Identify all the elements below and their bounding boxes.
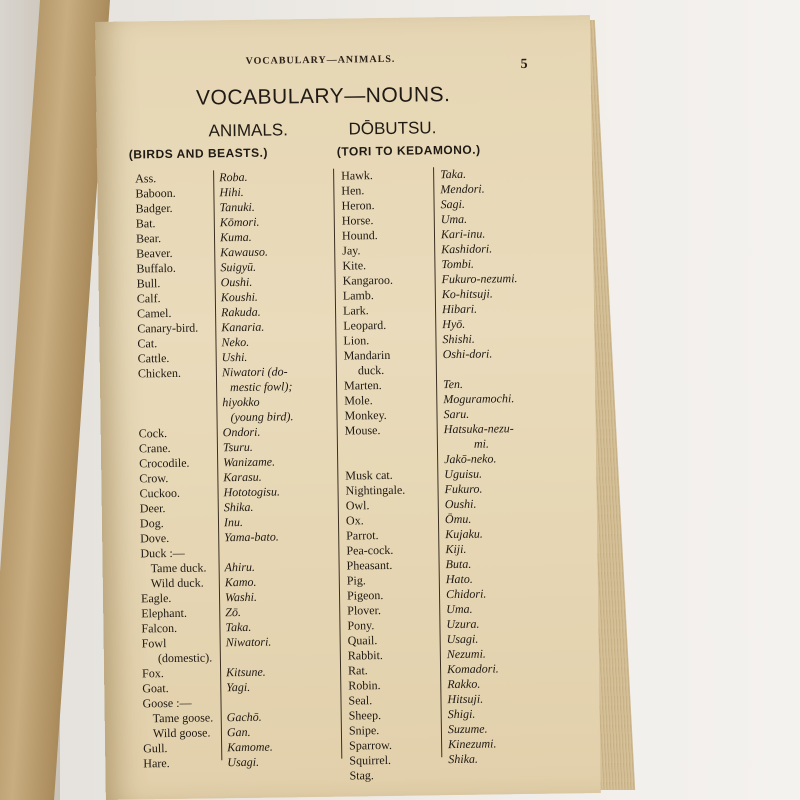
english-column-2 — [341, 168, 409, 784]
vocab-entry: Squirrel. — [349, 752, 392, 768]
vocab-entry: Fowl — [141, 636, 167, 651]
vocab-entry: Monkey. — [344, 407, 387, 423]
vocab-entry: Komadori. — [446, 661, 499, 677]
vocab-entry: Canary-bird. — [137, 320, 199, 336]
vocab-entry: Eagle. — [140, 590, 172, 606]
vocab-entry: Owl. — [345, 498, 370, 513]
vocab-entry: Plover. — [347, 603, 382, 618]
vocab-entry: Crane. — [138, 440, 171, 456]
vocab-entry: Usagi. — [227, 754, 260, 770]
vocab-entry: Hound. — [341, 228, 378, 243]
vocab-entry: Saru. — [443, 406, 470, 422]
vocab-entry: Kashidori. — [441, 241, 493, 257]
vocab-entry: Mandarin — [343, 347, 391, 363]
japanese-column-2 — [440, 166, 524, 767]
vocab-entry: Usagi. — [446, 631, 479, 647]
vocab-entry: Oushi. — [444, 496, 477, 512]
vocab-entry: Uma. — [440, 211, 468, 227]
vocab-entry: Uzura. — [446, 616, 480, 632]
vocab-entry: Wild goose. — [152, 725, 211, 741]
vocab-entry: Goose :— — [142, 695, 192, 711]
vocab-entry: Washi. — [224, 589, 258, 605]
page-title: VOCABULARY—NOUNS. — [195, 83, 451, 110]
vocab-entry: Shigi. — [447, 706, 476, 722]
vocab-entry — [224, 544, 295, 560]
vocab-entry: Kite. — [342, 258, 367, 273]
vocab-entry: Niwatori (do- — [221, 364, 288, 380]
vocab-entry: mestic fowl); — [230, 379, 293, 395]
vocab-entry: Fukuro. — [444, 481, 483, 497]
vocab-entry: Snipe. — [348, 723, 380, 738]
vocab-entry: Kamome. — [227, 739, 273, 755]
english-column-1 — [135, 170, 214, 771]
vocab-entry: Lion. — [343, 333, 370, 348]
vocab-entry: Hatsuka-nezu- — [443, 421, 514, 437]
vocab-entry: Kinezumi. — [448, 736, 497, 752]
vocab-entry: Buffalo. — [136, 260, 176, 276]
vocab-entry: Rabbit. — [347, 648, 383, 663]
vocab-entry: Cock. — [138, 426, 168, 441]
vocab-entry: Shika. — [448, 751, 479, 767]
vocab-entry: Yama-bato. — [224, 529, 279, 545]
vocab-entry: Pea-cock. — [346, 542, 394, 558]
vocab-entry: Suzume. — [447, 721, 488, 737]
vocab-entry: Heron. — [341, 198, 375, 213]
vocab-entry: Lark. — [342, 303, 369, 318]
vocab-entry: Sheep. — [348, 708, 382, 723]
vocab-entry: Nightingale. — [345, 482, 406, 498]
vocab-entry: Shishi. — [442, 331, 475, 347]
vocab-entry: Falcon. — [141, 620, 178, 636]
vocab-entry: Pheasant. — [346, 557, 393, 573]
vocab-entry: Kujaku. — [445, 526, 483, 542]
vocab-entry: Taka. — [225, 619, 252, 635]
vocab-entry: Leopard. — [343, 317, 387, 333]
vocab-entry: Mole. — [344, 393, 373, 408]
vocab-entry: Goat. — [142, 681, 169, 696]
vocab-entry: Duck :— — [140, 545, 185, 561]
vocab-entry: Hato. — [445, 571, 473, 587]
vocab-entry: Pig. — [346, 573, 366, 588]
vocab-entry: Elephant. — [141, 605, 188, 621]
vocab-entry: Hitsuji. — [447, 691, 484, 707]
vocab-entry: Baboon. — [135, 185, 176, 201]
vocab-entry: Kamo. — [224, 574, 257, 590]
vocab-entry: Jay. — [342, 243, 361, 258]
vocab-entry: Dove. — [140, 531, 170, 546]
heading-japanese: DŌBUTSU. — [348, 118, 437, 139]
vocab-entry: Marten. — [344, 378, 382, 393]
vocab-entry: Hawk. — [341, 168, 373, 183]
vocab-entry: Ondori. — [222, 424, 261, 440]
vocab-entry: Cat. — [137, 336, 158, 351]
vocab-entry: Gachō. — [226, 709, 262, 725]
vocab-entry: Cattle. — [137, 350, 170, 366]
vocab-entry: Kari-inu. — [440, 226, 486, 242]
vocab-entry — [138, 410, 209, 426]
vocab-entry: Fukuro-nezumi. — [441, 271, 518, 287]
vocab-entry: duck. — [357, 362, 385, 378]
vocab-entry: Rakuda. — [220, 304, 261, 320]
vocab-entry: mi. — [473, 436, 490, 451]
vocab-entry: Ten. — [442, 376, 464, 392]
vocab-entry: Bear. — [135, 231, 162, 246]
vocab-entry — [345, 438, 405, 454]
vocab-entry: Seal. — [348, 693, 373, 708]
vocab-entry: Musk cat. — [345, 467, 393, 483]
vocab-entry — [138, 395, 209, 411]
column-rule — [333, 169, 342, 759]
vocab-entry: Inu. — [223, 514, 244, 530]
page-number: 5 — [520, 56, 528, 73]
vocab-entry: Suigyū. — [220, 259, 257, 275]
vocab-entry: Gan. — [226, 724, 251, 740]
vocab-entry: Rat. — [347, 663, 368, 678]
vocab-entry: Hibari. — [441, 301, 478, 317]
vocab-entry: Yagi. — [226, 679, 251, 695]
vocab-entry: Bat. — [135, 216, 156, 231]
vocab-entry: Kōmori. — [219, 214, 260, 230]
vocab-entry: Tame duck. — [150, 560, 207, 576]
vocab-entry: Camel. — [136, 305, 172, 321]
vocab-entry — [443, 361, 519, 377]
vocab-entry: Rakko. — [447, 676, 481, 692]
vocab-entry: Uguisu. — [444, 466, 483, 482]
vocab-entry: Ox. — [345, 513, 364, 528]
vocab-entry: Taka. — [440, 166, 467, 182]
vocab-entry: Nezumi. — [446, 646, 486, 662]
vocab-entry: (domestic). — [157, 650, 213, 666]
vocab-entry: Crow. — [139, 471, 169, 486]
vocab-entry: Ushi. — [221, 349, 248, 365]
vocab-entry: Cuckoo. — [139, 485, 181, 501]
vocab-entry: Tame goose. — [152, 710, 214, 726]
vocab-entry: Beaver. — [136, 245, 173, 261]
vocab-entry: Koushi. — [220, 289, 258, 305]
vocab-entry: Karasu. — [223, 469, 262, 485]
subheading-english: (BIRDS AND BEASTS.) — [128, 145, 269, 162]
vocab-entry: Zō. — [225, 605, 242, 620]
vocab-entry: Kiji. — [445, 541, 467, 557]
vocab-entry: Hyō. — [442, 316, 466, 332]
vocab-entry: Mendori. — [440, 181, 485, 197]
vocab-entry: (young bird). — [230, 409, 294, 425]
vocab-entry: Kuma. — [219, 229, 252, 245]
vocab-entry: Oushi. — [220, 274, 253, 290]
heading-english: ANIMALS. — [208, 120, 289, 141]
vocab-entry: Lamb. — [342, 288, 374, 303]
vocab-entry: Kawauso. — [220, 244, 269, 260]
vocab-entry: Kanaria. — [221, 319, 265, 335]
vocab-entry: Neko. — [221, 334, 250, 350]
vocab-entry: Parrot. — [346, 528, 379, 543]
vocab-entry: Ass. — [135, 171, 157, 186]
vocab-entry: Wanizame. — [223, 454, 276, 470]
vocab-entry: Ko-hitsuji. — [441, 286, 493, 302]
vocab-entry: Calf. — [136, 291, 161, 306]
vocab-entry: Ahiru. — [224, 559, 256, 575]
vocab-entry: Deer. — [139, 501, 166, 516]
book-page — [95, 15, 601, 800]
vocab-entry: Pigeon. — [346, 588, 384, 603]
vocab-entry — [345, 453, 405, 469]
vocab-entry: Sagi. — [440, 196, 466, 212]
vocab-entry: Gull. — [143, 741, 168, 756]
vocab-entry: Tombi. — [441, 256, 475, 272]
vocab-entry: Ōmu. — [444, 511, 472, 527]
vocab-entry: Hare. — [143, 756, 170, 771]
vocab-entry: Moguramochi. — [443, 391, 515, 407]
vocab-entry: Badger. — [135, 200, 173, 216]
vocab-entry: hiyokko — [222, 394, 260, 410]
japanese-column-1 — [219, 169, 298, 770]
vocab-entry: Jakō-neko. — [444, 451, 497, 467]
vocab-entry — [226, 649, 297, 665]
vocab-entry: Kitsune. — [225, 664, 266, 680]
vocab-entry: Hototogisu. — [223, 484, 281, 500]
vocab-entry: Buta. — [445, 556, 472, 572]
vocab-entry: Tanuki. — [219, 199, 255, 215]
vocab-entry: Chidori. — [445, 586, 487, 602]
vocab-entry: Dog. — [139, 516, 164, 531]
vocab-entry: Sparrow. — [349, 737, 393, 753]
vocab-entry: Hen. — [341, 183, 365, 198]
vocab-entry: Quail. — [347, 633, 378, 648]
running-head: VOCABULARY—ANIMALS. — [245, 53, 396, 67]
vocab-entry: Horse. — [341, 213, 374, 228]
vocab-entry: Shika. — [223, 499, 254, 515]
vocab-entry: Tsuru. — [222, 439, 253, 455]
vocab-entry: Fox. — [142, 666, 164, 681]
vocab-entry: Roba. — [219, 169, 248, 185]
vocab-entry — [138, 380, 209, 396]
vocab-entry: Chicken. — [137, 365, 182, 381]
vocab-entry: Stag. — [349, 768, 374, 783]
vocab-entry: Kangaroo. — [342, 272, 394, 288]
vocab-entry: Oshi-dori. — [442, 346, 493, 362]
vocab-entry: Niwatori. — [225, 634, 272, 650]
vocab-entry: Wild duck. — [150, 575, 204, 591]
vocab-entry: Hihi. — [219, 184, 244, 200]
vocab-entry — [226, 694, 297, 710]
subheading-japanese: (TORI TO KEDAMONO.) — [336, 142, 481, 159]
vocab-entry: Pony. — [347, 618, 375, 633]
vocab-entry: Bull. — [136, 276, 161, 291]
vocab-entry: Robin. — [348, 678, 381, 693]
vocab-entry: Uma. — [446, 601, 473, 617]
vocab-entry: Crocodile. — [139, 455, 190, 471]
vocab-entry: Mouse. — [344, 423, 381, 438]
